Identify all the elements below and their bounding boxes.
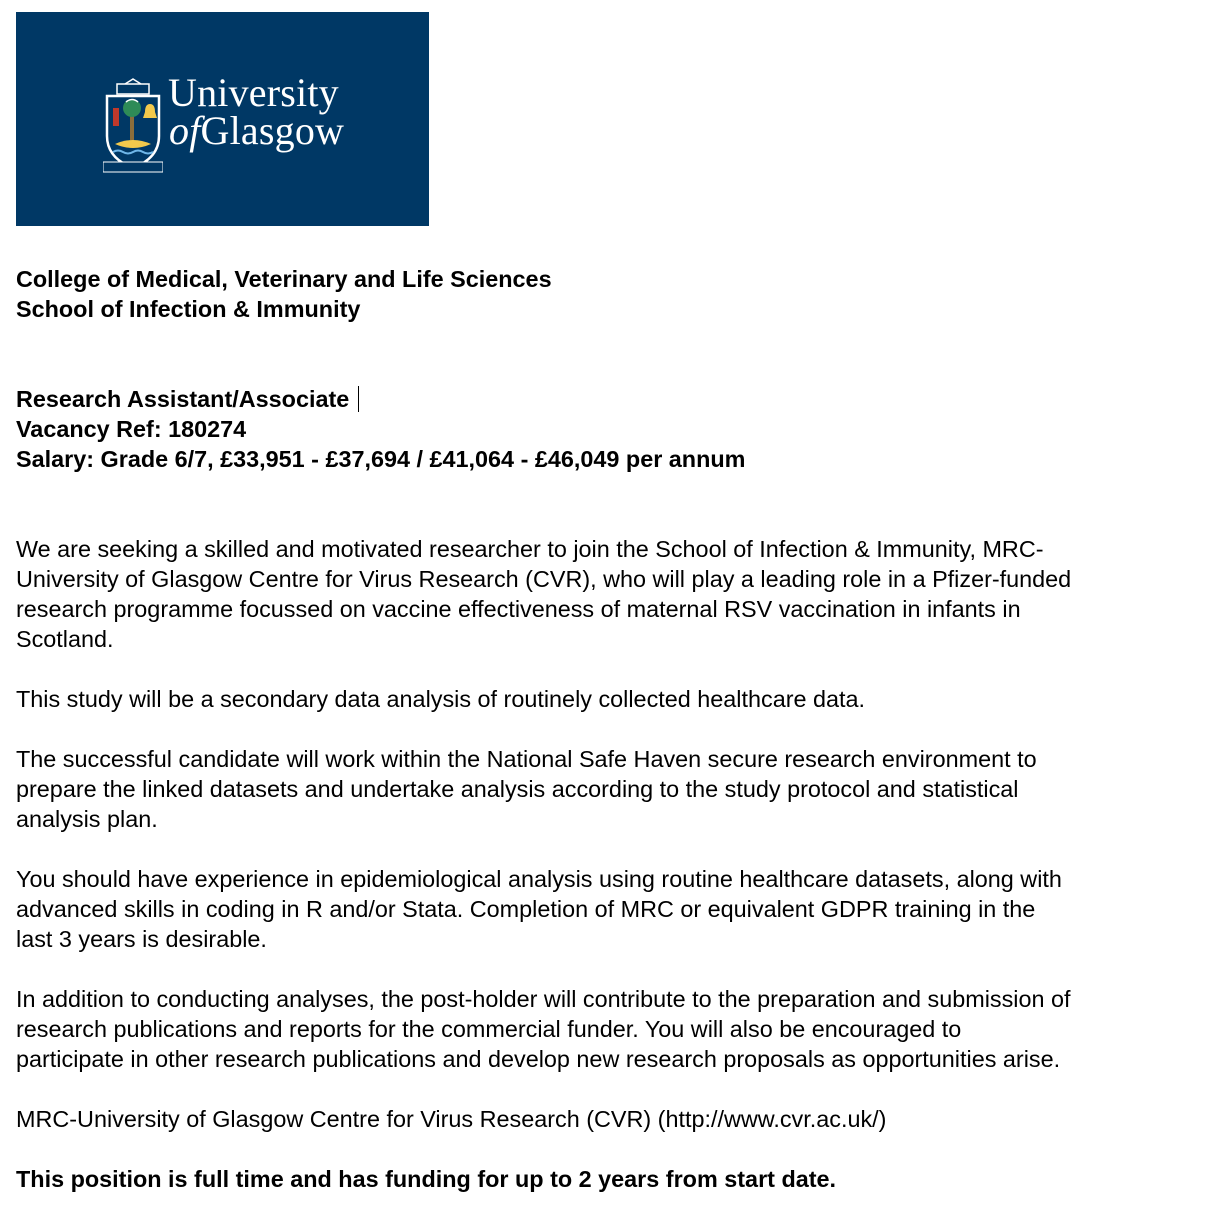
paragraph-line: This position is full time and has funding for up to 2 years from start date. — [16, 1166, 837, 1192]
logo-of: of — [169, 108, 201, 153]
university-crest-icon — [103, 78, 163, 174]
logo-line-2 — [168, 108, 345, 153]
paragraph-line: University of Glasgow Centre for Virus Research (CVR), who will play a leading role in a Pfizer-funded — [16, 566, 1072, 592]
header-block — [16, 264, 1201, 324]
cvr-link-line[interactable]: MRC-University of Glasgow Centre for Virus Research (CVR) (http://www.cvr.ac.uk/) — [16, 1106, 887, 1132]
paragraph-line: research programme focussed on vaccine effectiveness of maternal RSV vaccination in infants in — [16, 596, 1021, 622]
paragraph-publications — [16, 984, 1201, 1074]
paragraph-study — [16, 684, 1201, 714]
paragraph-line: research publications and reports for the commercial funder. You will also be encouraged to — [16, 1016, 962, 1042]
paragraph-line: advanced skills in coding in R and/or Stata. Completion of MRC or equivalent GDPR training in the — [16, 896, 1036, 922]
school-name: School of Infection & Immunity — [16, 296, 361, 322]
job-title-line — [16, 384, 1201, 414]
job-advert-body — [16, 264, 1201, 1194]
paragraph-line: The successful candidate will work within the National Safe Haven secure research environment to — [16, 746, 1037, 772]
paragraph-funding — [16, 1164, 1201, 1194]
logo-line-1: University — [168, 70, 339, 115]
logo-glasgow: Glasgow — [200, 108, 345, 153]
paragraph-line: prepare the linked datasets and undertake analysis according to the study protocol and statistical — [16, 776, 1019, 802]
university-logo — [16, 12, 429, 226]
paragraph-line: You should have experience in epidemiological analysis using routine healthcare datasets, along with — [16, 866, 1062, 892]
paragraph-line: In addition to conducting analyses, the post-holder will contribute to the preparation and submission of — [16, 986, 1071, 1012]
paragraph-line: last 3 years is desirable. — [16, 926, 267, 952]
salary: Salary: Grade 6/7, £33,951 - £37,694 / £41,064 - £46,049 per annum — [16, 446, 746, 472]
job-details — [16, 384, 1201, 474]
logo-wordmark — [168, 70, 345, 153]
vacancy-ref: Vacancy Ref: 180274 — [16, 416, 247, 442]
text-cursor — [358, 386, 359, 412]
paragraph-line: analysis plan. — [16, 806, 158, 832]
paragraph-experience — [16, 864, 1201, 954]
college-name: College of Medical, Veterinary and Life Sciences — [16, 266, 552, 292]
paragraph-line: Scotland. — [16, 626, 114, 652]
paragraph-line: participate in other research publications and develop new research proposals as opportunities arise. — [16, 1046, 1061, 1072]
paragraph-line: We are seeking a skilled and motivated researcher to join the School of Infection & Immunity, MRC- — [16, 536, 1044, 562]
job-title: Research Assistant/Associate — [16, 386, 350, 412]
paragraph-intro — [16, 534, 1201, 654]
paragraph-line: This study will be a secondary data analysis of routinely collected healthcare data. — [16, 686, 866, 712]
paragraph-cvr-link — [16, 1104, 1201, 1134]
paragraph-candidate — [16, 744, 1201, 834]
